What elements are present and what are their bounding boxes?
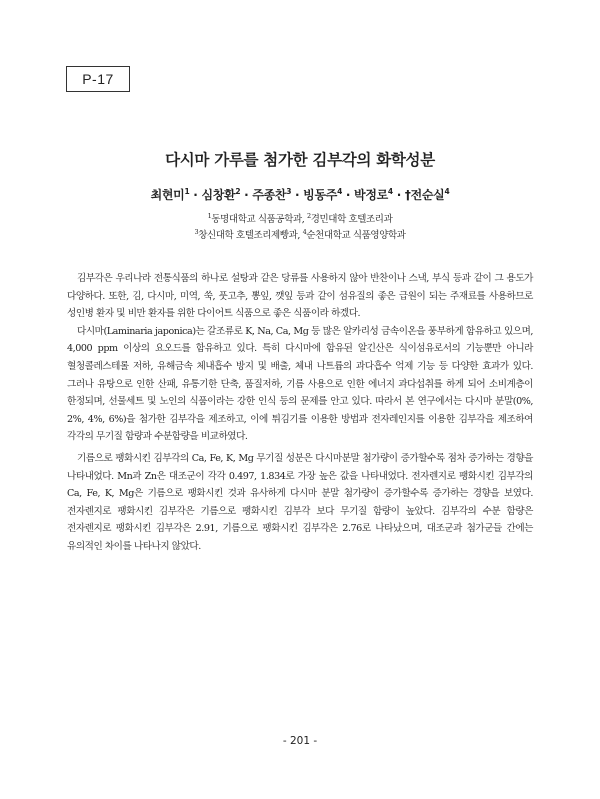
corresponding-author-name: †전순실 — [404, 188, 445, 202]
affiliation-line — [0, 211, 600, 225]
author-name: 박정로 — [354, 188, 388, 202]
author-affiliation-mark: 4 — [337, 187, 342, 196]
author-name: 주종찬 — [252, 188, 287, 202]
author-affiliation-mark: 2 — [235, 187, 241, 196]
author-affiliation-mark: 3 — [286, 187, 292, 196]
author-affiliation-mark: 4 — [387, 187, 393, 196]
abstract-body — [67, 270, 533, 556]
author-name: 최현미 — [150, 188, 185, 202]
affiliation-text: 경민대학 호텔조리과 — [310, 214, 393, 225]
abstract-paragraph: 다시마(Laminaria japonica)는 갈조류로 K, Na, Ca, Mg 등 많은 알카리성 금속이온을 풍부하게 함유하고 있으며, 4,000 ppm 이상의 요오드를 함유하고 있다. 특히 다시마에 함유된 알긴산은 식이섬유로서의 기능뿐만 아니라 혈청콜레스테롤 저하, 유해금속 체내흡수 방지 및 배출, 체내 나트륨의 과다흡수 억제 기능 등 다양한 효과가 있다. 그러나 유탕으로 인한 산패, 유통기한 단축, 품질저하, 기름 사용으로 인한 에너지 과다섭취를 하게 되어 소비계층이 한정되며, 선물세트 및 노인의 식품이라는 강한 인식 등의 문제를 안고 있다. 따라서 본 연구에서는 다시마 분말(0%, 2%, 4%, 6%)을 첨가한 김부각을 제조하고, 이에 튀김기를 이용한 방법과 전자레인지를 이용한 김부각을 제조하여 각각의 무기질 함량과 수분함량을 비교하였다. — [67, 325, 533, 443]
page-number: - 201 - — [282, 735, 318, 747]
poster-code: P-17 — [82, 71, 114, 87]
author-name: 빙동주 — [303, 188, 338, 202]
abstract-paragraph: 김부각은 우리나라 전통식품의 하나로 설탕과 같은 당류를 사용하지 않아 반찬이나 스낵, 부식 등과 같이 그 용도가 다양하다. 또한, 김, 다시마, 미역, 쑥, 풋고추, 뽕잎, 깻잎 등과 같이 섬유질의 좋은 급원이 되는 주재료를 사용하므로 성인병 환자 및 비만 환자를 위한 다이어트 식품으로 좋은 식품이라 하겠다. — [67, 273, 533, 320]
author-affiliation-mark: 4 — [444, 187, 450, 196]
affiliation-mark: 4 — [302, 227, 307, 236]
affiliation-line — [0, 227, 600, 241]
author-separator: · — [295, 188, 300, 202]
poster-code-box — [66, 66, 130, 92]
author-list — [0, 186, 600, 203]
author-name: 심창환 — [201, 188, 236, 202]
affiliation-text: 순천대학교 식품영양학과 — [306, 230, 406, 241]
author-separator: · — [345, 188, 351, 202]
affiliation-mark: 1 — [207, 211, 212, 220]
paper-title: 다시마 가루를 첨가한 김부각의 화학성분 — [165, 151, 435, 169]
author-separator: · — [244, 188, 249, 202]
author-separator: · — [193, 188, 198, 202]
affiliation-mark: 2 — [307, 211, 311, 220]
affiliation-text: 창신대학 호텔조리제빵과, — [198, 230, 303, 241]
abstract-paragraph: 기름으로 팽화시킨 김부각의 Ca, Fe, K, Mg 무기질 성분은 다시마분말 첨가량이 증가할수록 점차 증가하는 경향을 나타내었다. Mn과 Zn은 대조군이 각각 0.497, 1.834로 가장 높은 값을 나타내었다. 전자렌지로 팽화시킨 김부각의 Ca, Fe, K, Mg은 기름으로 팽화시킨 것과 유사하게 다시마 분말 첨가량이 증가할수록 증가하는 경향을 보였다. 전자렌지로 팽화시킨 김부각은 기름으로 팽화시킨 김부각 보다 무기질 함량이 높았다. 김부각의 수분 함량은 전자렌지로 팽화시킨 김부각은 2.91, 기름으로 팽화시킨 김부각은 2.76로 나타났으며, 대조군과 첨가군들 간에는 유의적인 차이를 나타나지 않았다. — [67, 452, 533, 552]
affiliation-text: 동명대학교 식품공학과, — [211, 214, 307, 225]
author-affiliation-mark: 1 — [184, 187, 190, 196]
affiliation-mark: 3 — [194, 227, 199, 236]
author-separator: · — [396, 188, 401, 202]
